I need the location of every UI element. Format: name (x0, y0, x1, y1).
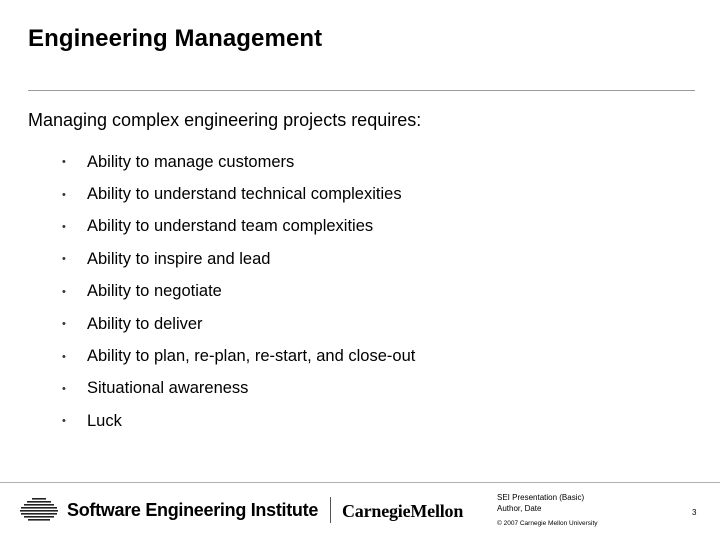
sei-globe-icon (20, 497, 58, 523)
sei-name: Software Engineering Institute (67, 500, 319, 520)
slide-title: Engineering Management (28, 25, 323, 52)
cmu-name: CarnegieMellon (342, 501, 464, 521)
author-date: Author, Date (497, 504, 542, 513)
presentation-label: SEI Presentation (Basic) (497, 493, 585, 502)
bullet-text: Ability to negotiate (87, 282, 222, 301)
bullet-text: Ability to inspire and lead (87, 249, 271, 268)
bullet-list (62, 146, 415, 438)
bullet-icon: • (62, 188, 66, 201)
bullet-icon: • (62, 382, 66, 395)
page-number: 3 (692, 508, 697, 517)
list-item (62, 308, 415, 340)
list-item (62, 340, 415, 372)
copyright: © 2007 Carnegie Mellon University (497, 520, 598, 527)
bullet-icon: • (62, 285, 66, 298)
bullet-text: Situational awareness (87, 379, 249, 398)
bullet-text: Ability to manage customers (87, 152, 295, 171)
list-item (62, 211, 415, 243)
title-divider (28, 90, 695, 91)
bullet-text: Luck (87, 411, 122, 430)
list-item (62, 178, 415, 210)
bullet-icon: • (62, 156, 66, 169)
list-item (62, 373, 415, 405)
footer-info (497, 492, 598, 529)
logo-divider (330, 497, 331, 523)
footer-divider (0, 482, 720, 483)
bullet-text: Ability to deliver (87, 314, 203, 333)
bullet-icon: • (62, 350, 66, 363)
list-item (62, 146, 415, 178)
bullet-icon: • (62, 220, 66, 233)
list-item (62, 276, 415, 308)
bullet-text: Ability to plan, re-plan, re-start, and close-out (87, 347, 416, 366)
intro-text: Managing complex engineering projects requires: (28, 110, 422, 130)
bullet-text: Ability to understand team complexities (87, 217, 374, 236)
bullet-icon: • (62, 415, 66, 428)
list-item (62, 243, 415, 275)
list-item (62, 405, 415, 437)
bullet-text: Ability to understand technical complexities (87, 185, 402, 204)
bullet-icon: • (62, 318, 66, 331)
bullet-icon: • (62, 253, 66, 266)
